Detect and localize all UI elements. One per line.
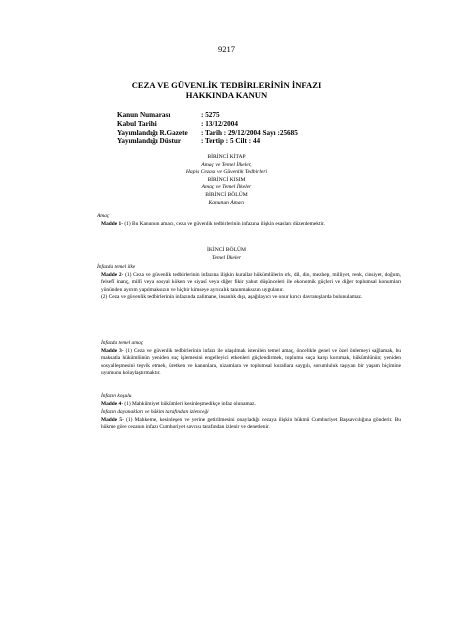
article-3-section [101, 340, 401, 378]
article-2-section [97, 264, 401, 302]
article-4-text [101, 401, 401, 409]
article-3-text [101, 348, 401, 378]
article-3-label: Madde 3- [101, 347, 124, 354]
article-5-text [101, 417, 401, 432]
chapter-heading: BİRİNCİ BÖLÜM [205, 191, 248, 198]
chapter-2-heading: İKİNCİ BÖLÜM [207, 247, 246, 253]
article-5-body: (1) Mahkeme, kesinleşen ve yerine getirilmesini onayladığı cezaya ilişkin hükmü Cumhuriyet Başsavcılığına gönderir. Bu hükme göre cezanın infazı Cumhuriyet savcısı tarafından izlenir ve denetlenir. [101, 416, 401, 431]
chapter-subheading: Kanunun Amacı [208, 199, 245, 206]
article-2-body: (1) Ceza ve güvenlik tedbirlerinin infazına ilişkin kurallar hükümlülerin ırk, dil, din, mezhep, milliyet, renk, cinsiyet, doğum, felsefî inanç, millî veya sosyal köken ve siyasî veya diğer fikir yahut düşünceleri ile ekonomik güçleri ve diğer toplumsal konumları yönünden ayırım yapılmaksızın ve hiçbir kimseye ayrıcalık tanınmaksızın uygulanır. [101, 271, 401, 293]
law-title-line-1: CEZA VE GÜVENLİK TEDBİRLERİNİN İNFAZI [131, 80, 322, 90]
chapter-2-headings [60, 247, 393, 262]
article-2-text [101, 272, 401, 295]
article-5-heading: İnfazın dayanakları ve hâkim tarafından izlenceği [101, 409, 209, 415]
meta-label: Kanun Numarası [117, 111, 171, 119]
article-3-heading: İnfazda temel amaç [101, 340, 144, 346]
meta-label: Kabul Tarihi [117, 119, 157, 128]
part-heading: BİRİNCİ KISIM [207, 176, 246, 183]
book-subheading-2: Hapis Cezası ve Güvenlik Tedbirleri [185, 169, 268, 176]
meta-row-dustur [117, 137, 298, 146]
meta-value: : 13/12/2004 [201, 119, 238, 128]
page-number: 9217 [218, 44, 235, 54]
article-2-label: Madde 2- [101, 271, 124, 278]
law-title-line-2: HAKKINDA KANUN [185, 90, 268, 100]
meta-label: Yayımlandığı R.Gazete [117, 128, 188, 137]
meta-row-kabul-tarihi [117, 120, 298, 129]
book-headings [60, 154, 393, 207]
article-4-body: (1) Mahkûmiyet hükümleri kesinleşmedikçe infaz olunamaz. [123, 400, 256, 407]
article-5-section [101, 409, 401, 432]
article-1-body: (1) Bu Kanunun amacı, ceza ve güvenlik tedbirlerinin infazına ilişkin esasları düzenlemektir. [123, 220, 325, 227]
article-4-label: Madde 4- [101, 400, 124, 407]
part-subheading: Amaç ve Temel İlkeler [201, 184, 252, 191]
law-title [60, 80, 393, 100]
book-heading: BİRİNCİ KİTAP [207, 154, 246, 160]
law-metadata [117, 111, 298, 146]
meta-value: : Tarih : 29/12/2004 Sayı :25685 [201, 128, 298, 137]
meta-row-kanun-numarasi [117, 111, 298, 120]
article-2-heading: İnfazda temel ilke [97, 264, 136, 270]
article-4-heading: İnfazın koşulu [101, 393, 132, 399]
article-5-label: Madde 5- [101, 416, 124, 423]
article-2-paragraph-2: (2) Ceza ve güvenlik tedbirlerinin infazında zalimane, insanlık dışı, aşağılayıcı ve onur kırıcı davranışlarda bulunulamaz. [101, 294, 363, 301]
article-4-section [101, 393, 401, 408]
article-1-label: Madde 1- [101, 220, 124, 227]
chapter-2-subheading: Temel İlkeler [211, 254, 242, 261]
article-1-text [101, 221, 401, 229]
meta-row-resmi-gazete [117, 129, 298, 138]
article-1-heading: Amaç [97, 213, 110, 219]
book-subheading-1: Amaç ve Temel İlkeler, [201, 161, 252, 168]
meta-label: Yayımlandığı Düstur [117, 137, 182, 146]
meta-value: : Tertip : 5 Cilt : 44 [201, 137, 261, 146]
meta-value: : 5275 [201, 111, 220, 119]
article-1-section [97, 213, 401, 228]
article-3-body: (1) Ceza ve güvenlik tedbirlerinin infazı ile ulaşılmak istenilen temel amaç, öncelikle genel ve özel önlemeyi sağlamak, bu maksatla hükümlünün yeniden suç işlemesini engelleyici etkenleri güçlendirmek, toplumu suça karşı korumak, hükümlünün; yeniden sosyalleşmesini teşvik etmek, üretken ve kanunlara, nizamlara ve toplumsal kurallara saygılı, sorumluluk taşıyan bir yaşam biçimine uyumunu kolaylaştırmaktır. [101, 347, 401, 377]
